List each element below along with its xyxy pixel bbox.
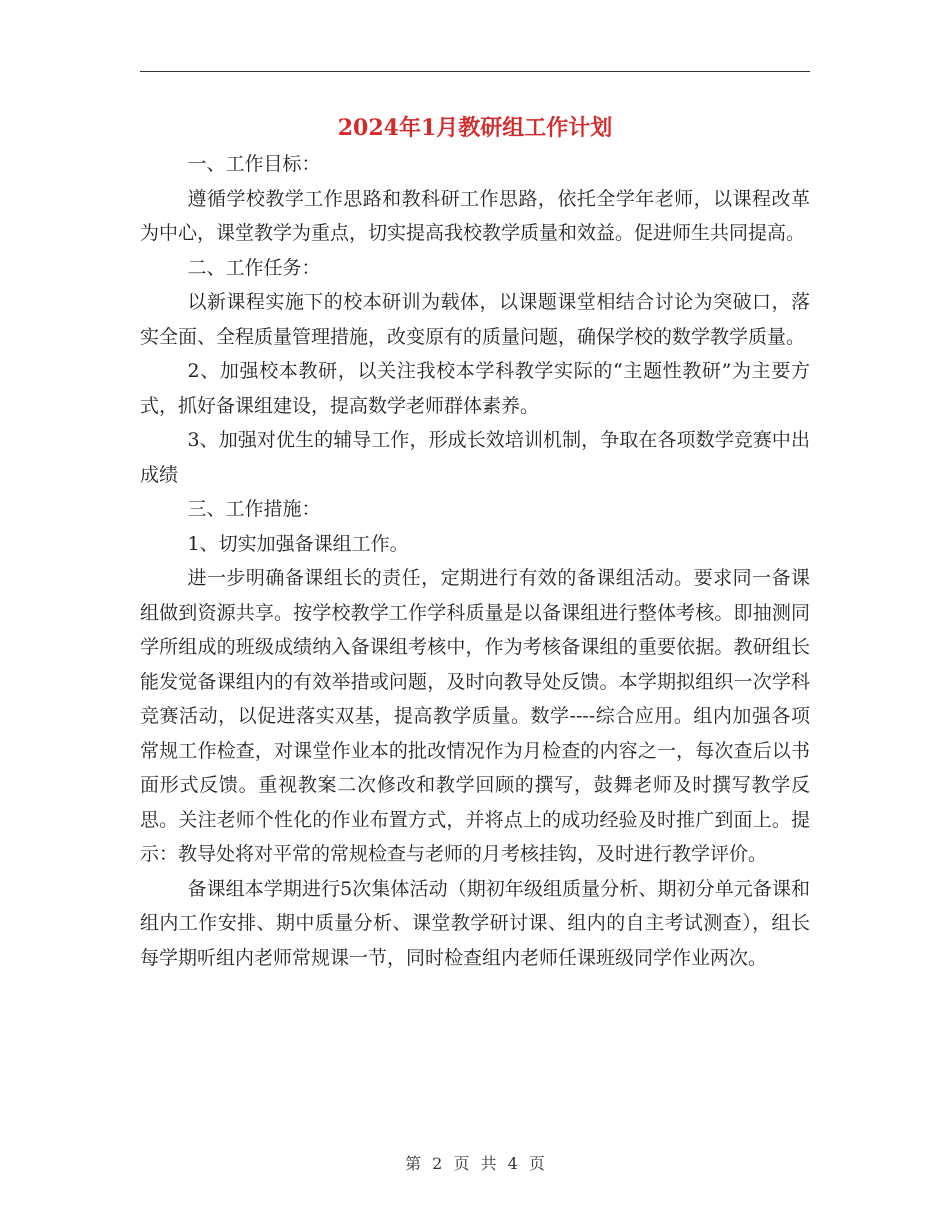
document-body — [140, 147, 810, 975]
header-rule — [140, 71, 810, 72]
paragraph-goals-text: 遵循学校教学工作思路和教科研工作思路，依托全学年老师，以课程改革为中心，课堂教学为重点，切实提高我校教学质量和效益。促进师生共同提高。 — [140, 187, 810, 244]
document-title: 2024年1月教研组工作计划 — [337, 115, 613, 141]
paragraph-group-activities: 备课组本学期进行5次集体活动（期初年级组质量分析、期初分单元备课和组内工作安排、期中质量分析、课堂教学研讨课、组内的自主考试测查），组长每学期听组内老师常规课一节，同时检查组内老师任课班级同学作业两次。 — [140, 877, 810, 969]
heading-work-tasks: 二、工作任务： — [187, 256, 321, 279]
heading-work-goals: 一、工作目标： — [187, 153, 321, 175]
subheading-measure-1: 1、切实加强备课组工作。 — [187, 532, 409, 555]
paragraph-task-3: 3、加强对优生的辅导工作，形成长效培训机制，争取在各项数学竞赛中出成绩 — [140, 429, 810, 486]
paragraph-task-2: 2、加强校本教研，以关注我校本学科教学实际的“主题性教研”为主要方式，抓好备课组建设，提高数学老师群体素养。 — [140, 360, 810, 417]
paragraph-measure-detail: 进一步明确备课组长的责任，定期进行有效的备课组活动。要求同一备课组做到资源共享。按学校教学工作学科质量是以备课组进行整体考核。即抽测同学所组成的班级成绩纳入备课组考核中，作为考核备课组的重要依据。教研组长能发觉备课组内的有效举措或问题，及时向教导处反馈。本学期拟组织一次学科竞赛活动，以促进落实双基，提高教学质量。数学----综合应用。组内加强各项常规工作检查，对课堂作业本的批改情况作为月检查的内容之一，每次查后以书面形式反馈。重视教案二次修改和教学回顾的撰写，鼓舞老师及时撰写教学反思。关注老师个性化的作业布置方式，并将点上的成功经验及时推广到面上。提示：教导处将对平常的常规检查与老师的月考核挂钩，及时进行教学评价。 — [140, 567, 810, 865]
page-number: 第 2 页 共 4 页 — [405, 1154, 545, 1173]
paragraph-task-1: 以新课程实施下的校本研训为载体，以课题课堂相结合讨论为突破口，落实全面、全程质量管理措施，改变原有的质量问题，确保学校的数学教学质量。 — [140, 291, 810, 348]
heading-work-measures: 三、工作措施： — [187, 498, 321, 520]
